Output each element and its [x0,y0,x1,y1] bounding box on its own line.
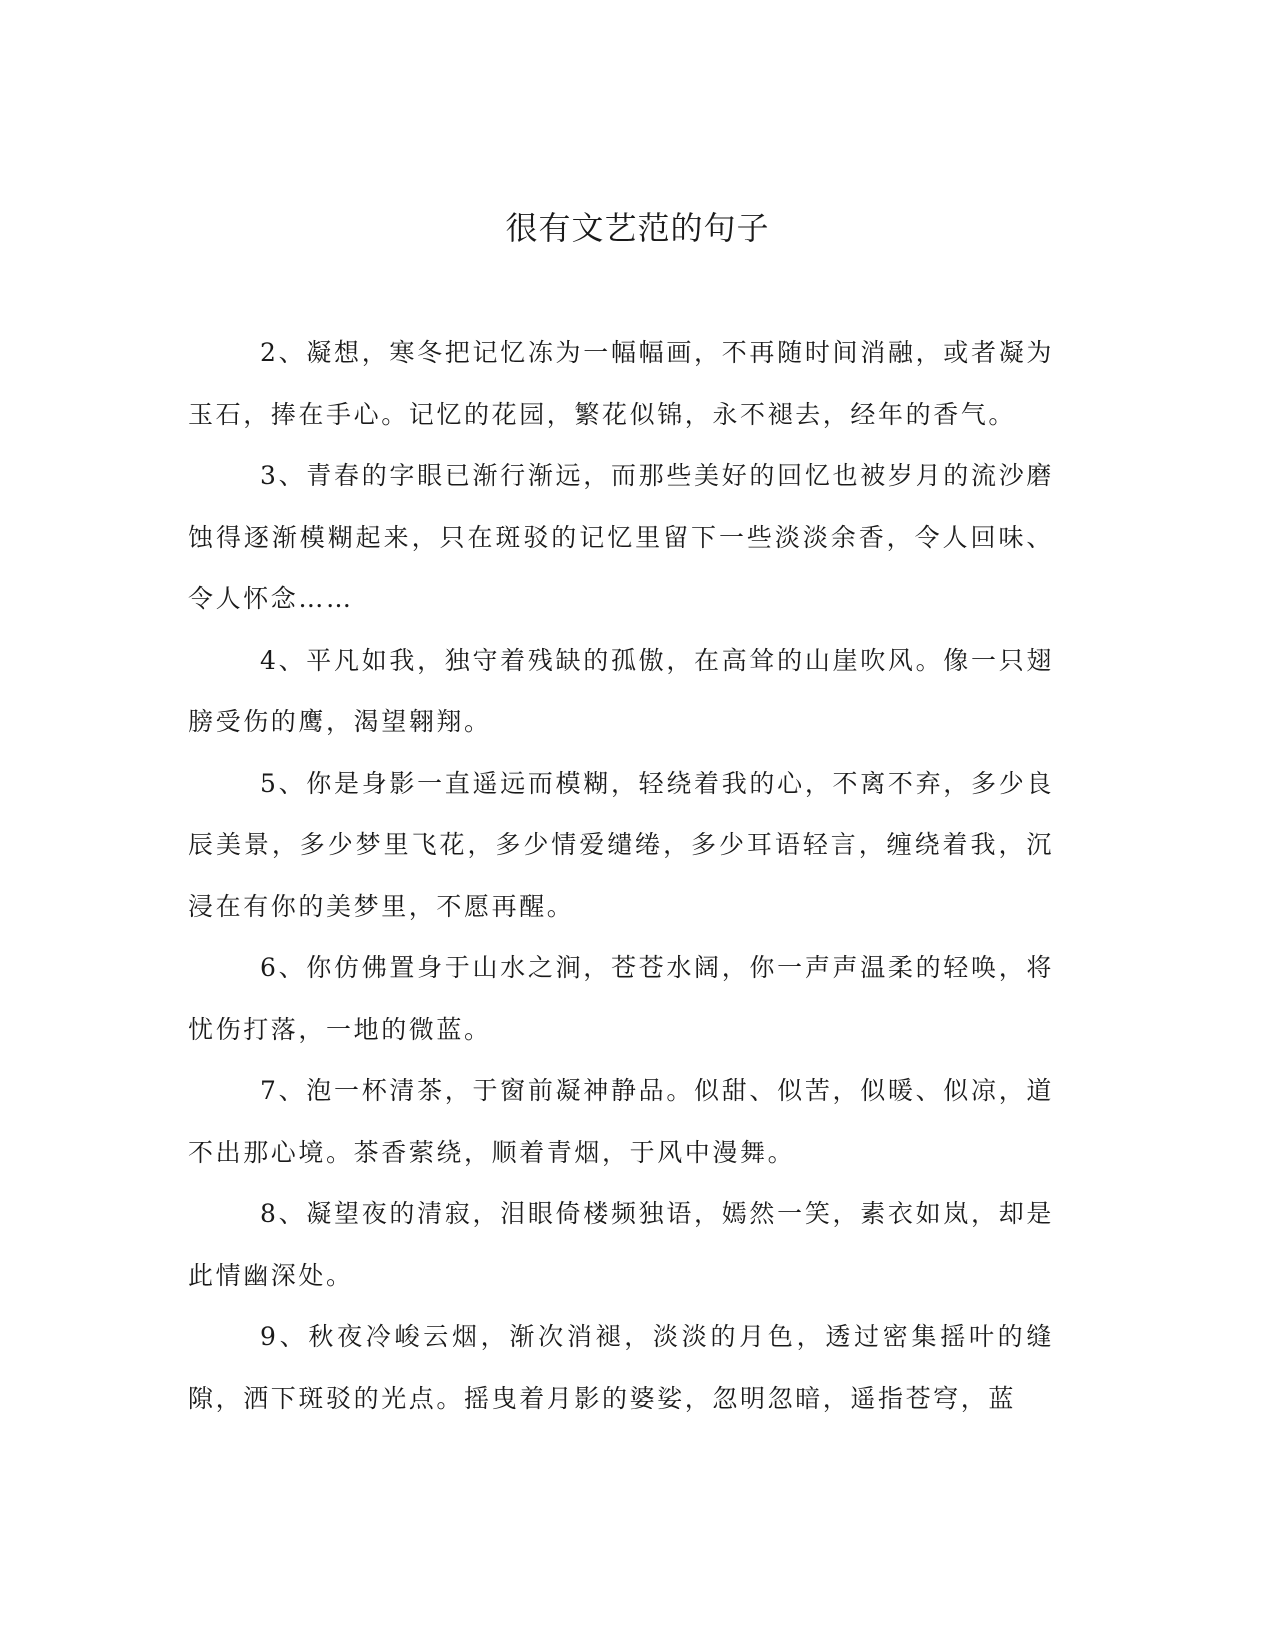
paragraph-8: 8、凝望夜的清寂，泪眼倚楼频独语，嫣然一笑，素衣如岚，却是此情幽深处。 [188,1199,1054,1290]
paragraph-3: 3、青春的字眼已渐行渐远，而那些美好的回忆也被岁月的流沙磨蚀得逐渐模糊起来，只在斑驳的记忆里留下一些淡淡余香，令人回味、令人怀念…… [188,461,1054,613]
document-title: 很有文艺范的句子 [505,209,770,247]
paragraph-5: 5、你是身影一直遥远而模糊，轻绕着我的心，不离不弃，多少良辰美景，多少梦里飞花，多少情爱缱绻，多少耳语轻言，缠绕着我，沉浸在有你的美梦里，不愿再醒。 [188,768,1054,921]
document-body [188,322,1054,1429]
paragraph-7: 7、泡一杯清茶，于窗前凝神静品。似甜、似苦，似暖、似凉，道不出那心境。茶香萦绕，顺着青烟，于风中漫舞。 [188,1076,1054,1167]
paragraph-4: 4、平凡如我，独守着残缺的孤傲，在高耸的山崖吹风。像一只翅膀受伤的鹰，渴望翱翔。 [188,645,1054,736]
paragraph-6: 6、你仿佛置身于山水之涧，苍苍水阔，你一声声温柔的轻唤，将忧伤打落，一地的微蓝。 [188,953,1054,1044]
paragraph-2: 2、凝想，寒冬把记忆冻为一幅幅画，不再随时间消融，或者凝为玉石，捧在手心。记忆的花园，繁花似锦，永不褪去，经年的香气。 [188,338,1054,429]
paragraph-9: 9、秋夜冷峻云烟，渐次消褪，淡淡的月色，透过密集摇叶的缝隙，洒下斑驳的光点。摇曳着月影的婆娑，忽明忽暗，遥指苍穹，蓝 [188,1322,1054,1413]
